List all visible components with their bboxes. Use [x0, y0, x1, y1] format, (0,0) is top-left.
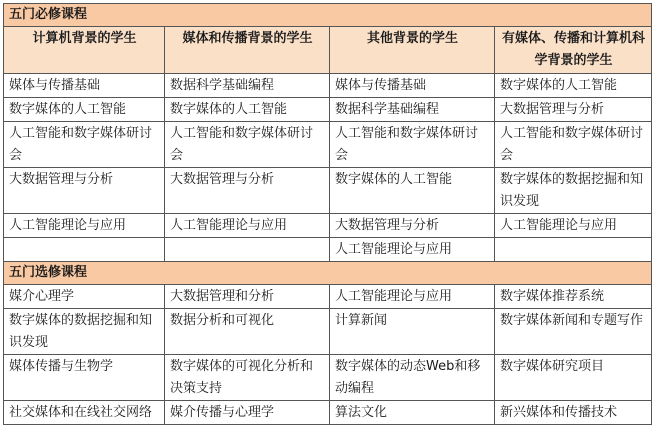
table-row: [4, 74, 652, 98]
table-cell: 人工智能和数字媒体研讨会: [4, 122, 165, 168]
table-cell: 人工智能理论与应用: [495, 214, 652, 238]
table-cell: 数字媒体的人工智能: [495, 74, 652, 98]
table-cell: 大数据管理与分析: [330, 214, 495, 238]
table-cell: 媒介心理学: [4, 285, 165, 309]
table-row: [4, 238, 652, 262]
table-row: [4, 355, 652, 401]
table-row: [4, 401, 652, 425]
table-cell: 社交媒体和在线社交网络: [4, 401, 165, 425]
table-cell: 人工智能和数字媒体研讨会: [495, 122, 652, 168]
table-cell: 算法文化: [330, 401, 495, 425]
table-cell: 数字媒体的人工智能: [330, 168, 495, 214]
table-cell: 人工智能和数字媒体研讨会: [165, 122, 330, 168]
table-cell: 媒体与传播基础: [330, 74, 495, 98]
table-cell: 媒体传播与生物学: [4, 355, 165, 401]
table-cell: [4, 238, 165, 262]
table-cell: 大数据管理与分析: [165, 168, 330, 214]
table-cell: 数字媒体研究项目: [495, 355, 652, 401]
table-cell: 新兴媒体和传播技术: [495, 401, 652, 425]
table-cell: 大数据管理与分析: [4, 168, 165, 214]
table-row: [4, 98, 652, 122]
table-cell: 数据科学基础编程: [330, 98, 495, 122]
table-cell: 媒介传播与心理学: [165, 401, 330, 425]
table-cell: 人工智能理论与应用: [330, 285, 495, 309]
table-cell: 数据分析和可视化: [165, 309, 330, 355]
table-row: [4, 122, 652, 168]
table-cell: [495, 238, 652, 262]
course-table: [3, 3, 652, 425]
table-cell: 人工智能理论与应用: [165, 214, 330, 238]
elective-section-row: [4, 262, 652, 285]
table-cell: 数字媒体的人工智能: [4, 98, 165, 122]
column-header-media: 媒体和传播背景的学生: [165, 27, 330, 74]
table-row: [4, 285, 652, 309]
table-cell: 人工智能和数字媒体研讨会: [330, 122, 495, 168]
elective-section-title: 五门选修课程: [4, 262, 652, 285]
table-row: [4, 309, 652, 355]
table-cell: 数字媒体的数据挖掘和知识发现: [4, 309, 165, 355]
table-cell: 人工智能理论与应用: [4, 214, 165, 238]
table-cell: 人工智能理论与应用: [330, 238, 495, 262]
column-header-combined: 有媒体、传播和计算机科学背景的学生: [495, 27, 652, 74]
table-cell: 数字媒体推荐系统: [495, 285, 652, 309]
table-row: [4, 168, 652, 214]
table-cell: 计算新闻: [330, 309, 495, 355]
table-cell: 数字媒体的动态Web和移动编程: [330, 355, 495, 401]
table-row: [4, 214, 652, 238]
column-header-row: [4, 27, 652, 74]
table-cell: 大数据管理与分析: [495, 98, 652, 122]
table-cell: 媒体与传播基础: [4, 74, 165, 98]
table-cell: 数字媒体的数据挖掘和知识发现: [495, 168, 652, 214]
table-cell: [165, 238, 330, 262]
column-header-computer: 计算机背景的学生: [4, 27, 165, 74]
table-cell: 数字媒体的人工智能: [165, 98, 330, 122]
table-cell: 数字媒体新闻和专题写作: [495, 309, 652, 355]
required-section-title: 五门必修课程: [4, 4, 652, 27]
table-cell: 数据科学基础编程: [165, 74, 330, 98]
table-cell: 数字媒体的可视化分析和决策支持: [165, 355, 330, 401]
required-section-row: [4, 4, 652, 27]
column-header-other: 其他背景的学生: [330, 27, 495, 74]
table-cell: 大数据管理和分析: [165, 285, 330, 309]
